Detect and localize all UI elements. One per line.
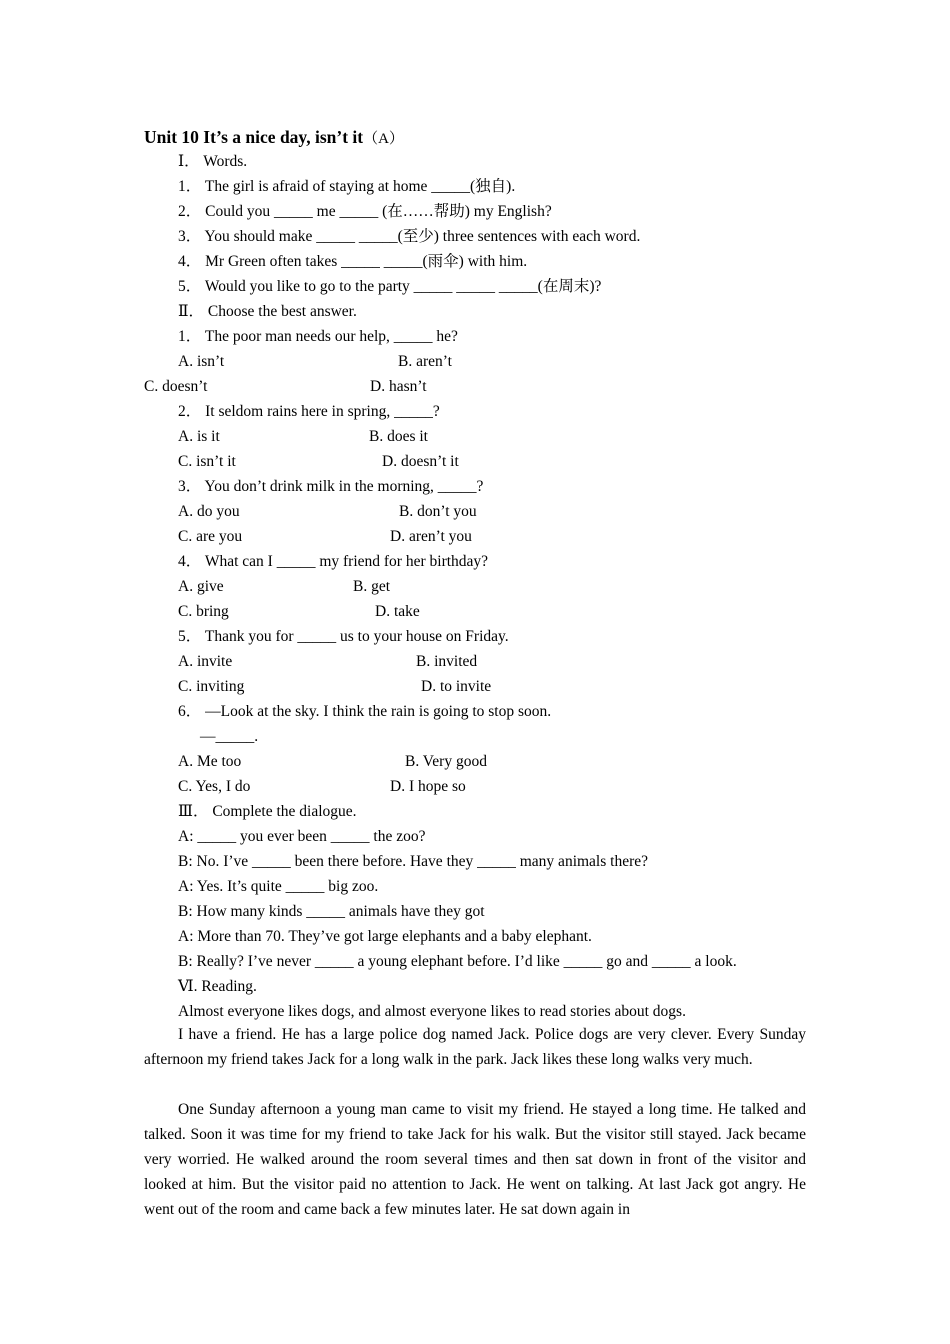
question-1-stem: 1． The poor man needs our help, _____ he? [178,328,458,345]
word-item-3: 3． You should make _____ _____(至少) three sentences with each word. [178,228,641,245]
question-6-reply: —_____. [200,728,259,745]
question-1-option-a: A. isn’t [178,353,225,370]
page-title [144,127,404,149]
question-4-option-d: D. take [375,603,420,620]
question-6-option-c: C. Yes, I do [178,778,251,795]
section-2-heading: Ⅱ． Choose the best answer. [178,303,357,320]
word-item-5: 5． Would you like to go to the party _____ _____ _____(在周末)? [178,278,602,295]
question-2-option-a: A. is it [178,428,220,445]
title-main: Unit 10 It’s a nice day, isn’t it [144,127,364,147]
question-5-stem: 5． Thank you for _____ us to your house on Friday. [178,628,509,645]
dialogue-line-5: A: More than 70. They’ve got large elephants and a baby elephant. [178,928,592,945]
section-4-heading: Ⅵ. Reading. [178,978,257,995]
word-item-2: 2． Could you _____ me _____ (在……帮助) my English? [178,203,552,220]
question-1-option-b: B. aren’t [398,353,452,370]
question-2-option-b: B. does it [369,428,428,445]
dialogue-line-2: B: No. I’ve _____ been there before. Have they _____ many animals there? [178,853,649,870]
word-item-4: 4． Mr Green often takes _____ _____(雨伞) with him. [178,253,528,270]
question-5-option-c: C. inviting [178,678,245,695]
question-6-option-a: A. Me too [178,753,242,770]
question-3-option-b: B. don’t you [399,503,477,520]
question-2-stem: 2． It seldom rains here in spring, _____? [178,403,440,420]
dialogue-line-1: A: _____ you ever been _____ the zoo? [178,828,426,845]
question-5-option-d: D. to invite [421,678,492,695]
question-6-option-b: B. Very good [405,753,487,770]
question-2-option-c: C. isn’t it [178,453,236,470]
question-5-option-b: B. invited [416,653,478,670]
question-4-option-c: C. bring [178,603,229,620]
reading-paragraph-2 [144,1022,806,1072]
question-6-stem: 6． —Look at the sky. I think the rain is going to stop soon. [178,703,552,720]
question-3-stem: 3． You don’t drink milk in the morning, _____? [178,478,484,495]
question-5-option-a: A. invite [178,653,233,670]
question-1-option-d: D. hasn’t [370,378,427,395]
dialogue-line-3: A: Yes. It’s quite _____ big zoo. [178,878,379,895]
reading-paragraph-2-text: I have a friend. He has a large police dog named Jack. Police dogs are very clever. Every Sunday afternoon my friend takes Jack for a long walk in the park. Jack likes these long walks very much. [144,1026,806,1068]
question-4-option-a: A. give [178,578,224,595]
section-1-heading: Ⅰ． Words. [178,153,248,170]
question-1-option-c: C. doesn’t [144,378,208,395]
question-4-stem: 4． What can I _____ my friend for her birthday? [178,553,489,570]
word-item-1: 1． The girl is afraid of staying at home _____(独自). [178,178,516,195]
reading-paragraph-1: Almost everyone likes dogs, and almost everyone likes to read stories about dogs. [178,1003,686,1020]
dialogue-line-6: B: Really? I’ve never _____ a young elephant before. I’d like _____ go and _____ a look. [178,953,737,970]
section-3-heading: Ⅲ． Complete the dialogue. [178,803,357,820]
question-3-option-d: D. aren’t you [390,528,472,545]
dialogue-line-4: B: How many kinds _____ animals have they got [178,903,485,920]
question-2-option-d: D. doesn’t it [382,453,459,470]
question-3-option-c: C. are you [178,528,243,545]
title-suffix: （A） [363,131,404,147]
question-3-option-a: A. do you [178,503,240,520]
question-6-option-d: D. I hope so [390,778,466,795]
question-4-option-b: B. get [353,578,391,595]
reading-paragraph-3-text: One Sunday afternoon a young man came to visit my friend. He stayed a long time. He talked and talked. Soon it was time for my friend to take Jack for his walk. But the visitor still stayed. Jack became very worried. He walked around the room several times and then sat down in front of the visitor and looked at him. But the visitor paid no attention to Jack. He went on talking. At last Jack got angry. He went out of the room and came back a few minutes later. He sat down again in [144,1101,806,1218]
reading-paragraph-3 [144,1097,806,1222]
